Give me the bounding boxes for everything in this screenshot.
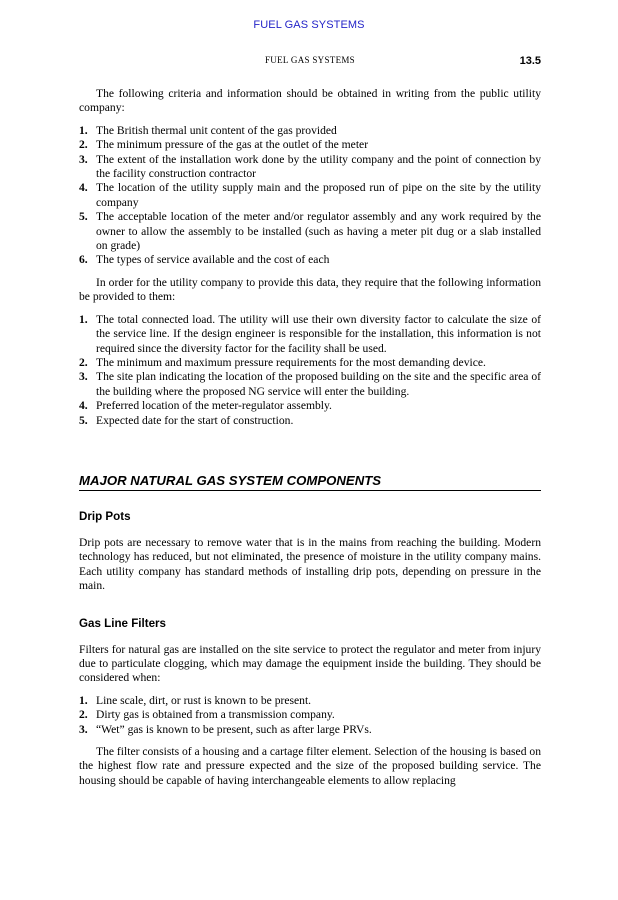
list-text: The site plan indicating the location of the proposed building on the site and the specific area of the building where the proposed NG service will enter the building. [96, 370, 541, 398]
list-item [79, 253, 541, 267]
list-number: 6. [79, 253, 88, 267]
intro-paragraph-1: The following criteria and information should be obtained in writing from the public utility company: [79, 87, 541, 115]
list-number: 1. [79, 693, 88, 707]
gas-line-filters-paragraph: Filters for natural gas are installed on the site service to protect the regulator and meter from injury due to particulate clogging, which may damage the equipment inside the building. They should be considered when: [79, 642, 541, 685]
required-information-list [79, 313, 541, 428]
list-item [79, 356, 541, 370]
list-text: Dirty gas is obtained from a transmission company. [96, 708, 335, 722]
list-text: The types of service available and the cost of each [96, 253, 330, 267]
list-item [79, 399, 541, 413]
list-item [79, 723, 541, 737]
list-number: 4. [79, 399, 88, 413]
list-text: Preferred location of the meter-regulator assembly. [96, 399, 332, 413]
list-number: 3. [79, 722, 88, 736]
list-item [79, 313, 541, 356]
list-number: 2. [79, 355, 88, 369]
list-item [79, 708, 541, 722]
list-text: The acceptable location of the meter and/or regulator assembly and any work required by the owner to allow the assembly to be installed (such as having a meter pit dug or a slab installed on grade) [96, 210, 541, 253]
list-number: 3. [79, 152, 88, 166]
running-head [79, 55, 541, 69]
list-text: Line scale, dirt, or rust is known to be present. [96, 693, 312, 707]
drip-pots-heading: Drip Pots [79, 509, 131, 523]
list-text: Expected date for the start of construction. [96, 413, 294, 427]
list-number: 5. [79, 413, 88, 427]
gas-line-filters-heading: Gas Line Filters [79, 616, 166, 630]
intro-paragraph-2: In order for the utility company to provide this data, they require that the following information be provided to them: [79, 275, 541, 304]
document-title-link[interactable]: FUEL GAS SYSTEMS [253, 19, 365, 31]
list-number: 5. [79, 210, 88, 224]
list-item [79, 138, 541, 152]
list-item [79, 124, 541, 138]
list-item [79, 694, 541, 708]
list-item [79, 210, 541, 253]
list-number: 1. [79, 312, 88, 326]
list-text: The total connected load. The utility will use their own diversity factor to calculate the size of the service line. If the design engineer is responsible for the installation, this information is not required since the diversity factor for the facility shall be used. [96, 312, 541, 355]
list-item [79, 414, 541, 428]
list-text: The minimum pressure of the gas at the outlet of the meter [96, 138, 369, 152]
page-body [79, 87, 541, 788]
list-number: 2. [79, 708, 88, 722]
filter-conditions-list [79, 694, 541, 737]
list-number: 4. [79, 181, 88, 195]
list-text: The British thermal unit content of the gas provided [96, 123, 337, 137]
list-text: The minimum and maximum pressure requirements for the most demanding device. [96, 355, 486, 369]
utility-criteria-list [79, 124, 541, 268]
list-text: “Wet” gas is known to be present, such as after large PRVs. [96, 722, 372, 736]
list-text: The extent of the installation work done by the utility company and the point of connection by the facility construction contractor [96, 152, 541, 181]
list-item [79, 370, 541, 399]
list-number: 2. [79, 138, 88, 152]
list-text: The location of the utility supply main and the proposed run of pipe on the site by the utility company [96, 181, 541, 209]
section-heading: MAJOR NATURAL GAS SYSTEM COMPONENTS [79, 472, 541, 491]
list-item [79, 153, 541, 182]
running-head-title: FUEL GAS SYSTEMS [265, 55, 355, 65]
list-item [79, 181, 541, 210]
page-number: 13.5 [519, 55, 541, 67]
drip-pots-paragraph: Drip pots are necessary to remove water that is in the mains from reaching the building. Modern technology has reduced, but not eliminated, the presence of moisture in the utility company mains. Each utility company has standard methods of installing drip pots, depending on pressure in the main. [79, 535, 541, 593]
list-number: 1. [79, 123, 88, 137]
list-number: 3. [79, 370, 88, 384]
filter-closing-paragraph: The filter consists of a housing and a cartage filter element. Selection of the housing is based on the highest flow rate and pressure expected and the size of the proposed building service. The housing should be capable of having interchangeable elements to allow replacing [79, 745, 541, 787]
